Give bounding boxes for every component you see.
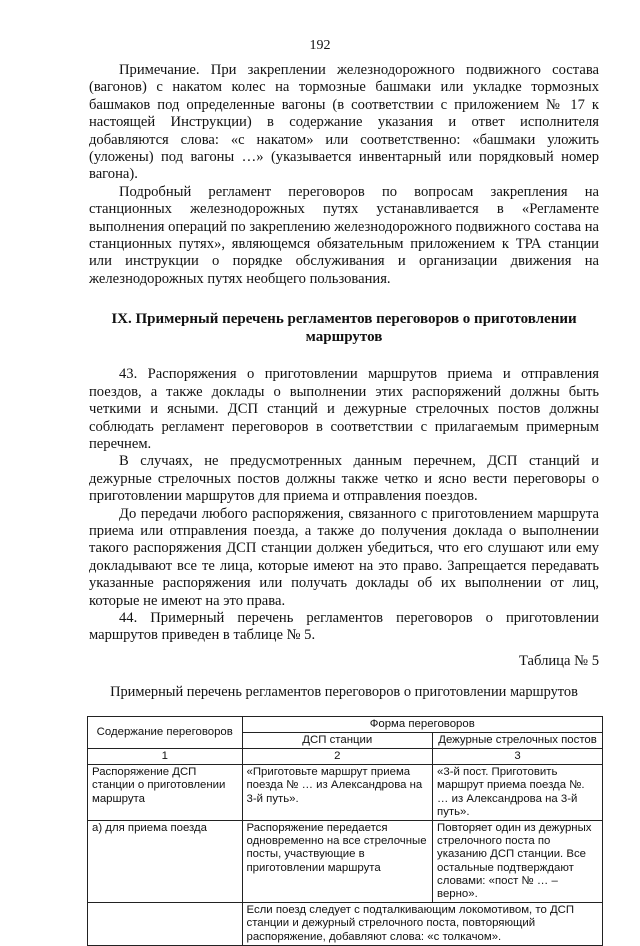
table-row <box>88 765 603 821</box>
table-cell: а) для приема поезда <box>88 821 243 903</box>
paragraph-43: 43. Распоряжения о приготовлении маршрутов приема и отправления поездов, а также доклады о выполнении этих распоряжений должны быть четкими и ясными. ДСП станций и дежурные стрелочных постов должны соблюдать регламент переговоров в соответствии с прилагаемым примерным перечнем. <box>89 366 599 452</box>
table-cell: «3-й пост. Приготовить маршрут приема поезда №. … из Александрова на 3-й путь». <box>433 765 603 821</box>
table-note-cell: Если поезд следует с подталкивающим локомотивом, то ДСП станции и дежурный стрелочного поста, повторяющий распоряжение, добавляют слова: «с толкачом». <box>242 903 603 946</box>
table-number-row <box>88 749 603 765</box>
table-cell-empty <box>88 903 243 946</box>
paragraph-before-transfer: До передачи любого распоряжения, связанного с приготовлением маршрута приема или отправления поезда, а также до получения доклада о выполнении такого распоряжения ДСП станции должен убедиться, что его слушают или ему докладывают все те лица, которые имеют на это право. Запрещается передавать указанные распоряжения или получать доклады об их выполнении от лиц, которые не имеют на это права. <box>89 505 599 609</box>
document-body <box>89 62 599 946</box>
table-header-row <box>88 716 603 732</box>
regulations-table <box>87 716 603 946</box>
regulation-paragraph: Подробный регламент переговоров по вопросам закрепления на станционных железнодорожных путях устанавливается в «Регламенте выполнения операций по закреплению железнодорожного подвижного состава на станционных путях», являющемся обязательным приложением к ТРА станции или инструкции о порядке обслуживания и организации движения на железнодорожных путях необщего пользования. <box>89 183 599 287</box>
table-title: Примерный перечень регламентов переговоров о приготовлении маршрутов <box>110 684 578 701</box>
table-cell: Распоряжение передается одновременно на все стрелочные посты, участвующие в приготовлении маршрута <box>242 821 433 903</box>
column-number: 2 <box>242 749 433 765</box>
column-number: 1 <box>88 749 243 765</box>
page-number: 192 <box>309 38 331 53</box>
table-row <box>88 821 603 903</box>
table-cell: Распоряжение ДСП станции о приготовлении маршрута <box>88 765 243 821</box>
section-heading: IX. Примерный перечень регламентов переговоров о приготовлении маршрутов <box>111 311 577 346</box>
paragraph-cases: В случаях, не предусмотренных данным перечнем, ДСП станций и дежурные стрелочных постов должны также четко и ясно вести переговоры о приготовлении маршрутов для приема и отправления поездов. <box>89 453 599 505</box>
table-label: Таблица № 5 <box>519 652 599 669</box>
header-form-group: Форма переговоров <box>242 716 603 732</box>
header-dsp: ДСП станции <box>242 732 433 748</box>
table-cell: «Приготовьте маршрут приема поезда № … из Александрова на 3-й путь». <box>242 765 433 821</box>
column-number: 3 <box>433 749 603 765</box>
paragraph-44: 44. Примерный перечень регламентов переговоров о приготовлении маршрутов приведен в таблице № 5. <box>89 609 599 644</box>
header-content: Содержание переговоров <box>88 716 243 748</box>
table-note-row <box>88 903 603 946</box>
header-switch-posts: Дежурные стрелочных постов <box>433 732 603 748</box>
table-cell: Повторяет один из дежурных стрелочного поста по указанию ДСП станции. Все остальные подтверждают словами: «пост № … – верно». <box>433 821 603 903</box>
note-paragraph: Примечание. При закреплении железнодорожного подвижного состава (вагонов) с накатом колес на тормозные башмаки или укладке тормозных башмаков под определенные вагоны (в соответствии с приложением № 17 к настоящей Инструкции) в содержание указания и ответ исполнителя добавляются слова: «с накатом» или соответственно: «башмаки уложить (уложены) под вагоны …» (указывается инвентарный или порядковый номер вагона). <box>89 62 599 183</box>
